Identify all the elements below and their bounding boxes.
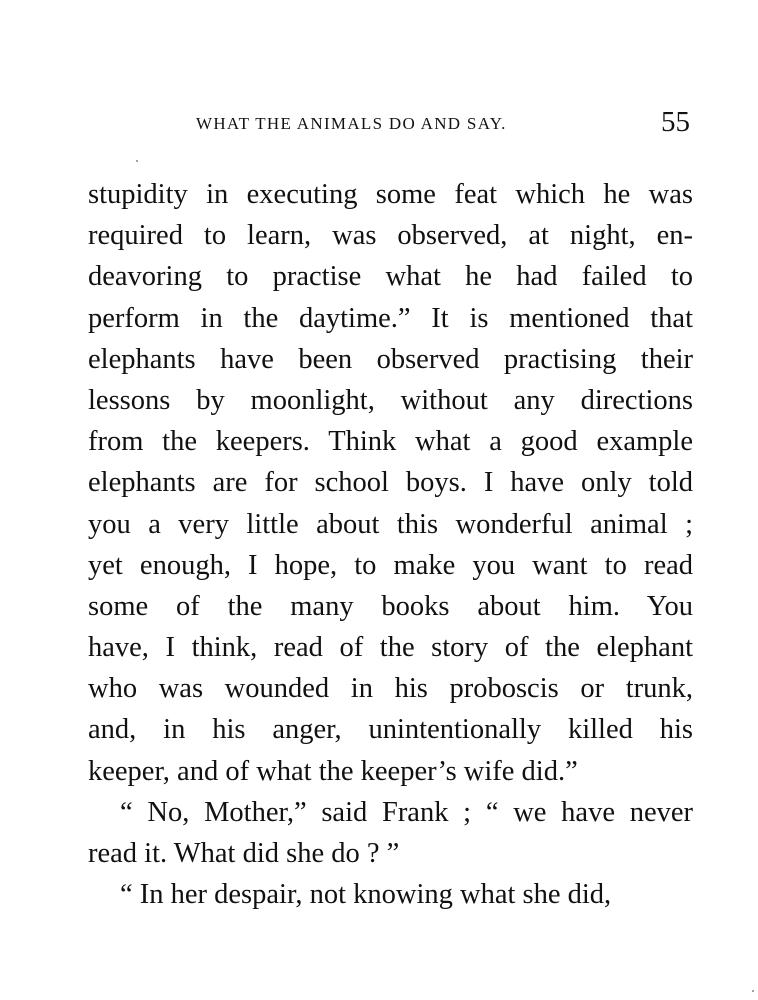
text-line: have, I think, read of the story of the elephant — [88, 632, 693, 664]
text-line: “ In her despair, not knowing what she did, — [120, 879, 612, 911]
text-line: “ No, Mother,” said Frank ; “ we have never — [120, 796, 693, 828]
paper-speck — [136, 160, 138, 162]
page-header — [196, 106, 690, 138]
text-line: keeper, and of what the keeper’s wife did.” — [88, 755, 578, 787]
running-head: WHAT THE ANIMALS DO AND SAY. — [196, 114, 507, 133]
paper-speck — [752, 990, 754, 992]
text-line: elephants have been observed practising their — [88, 343, 693, 375]
page-number: 55 — [661, 106, 690, 138]
text-line: stupidity in executing some feat which he was — [88, 179, 693, 210]
text-line: from the keepers. Think what a good example — [88, 426, 693, 458]
body-text — [88, 174, 693, 915]
text-line: some of the many books about him. You — [88, 590, 693, 622]
text-line: who was wounded in his proboscis or trunk, — [88, 673, 693, 705]
text-line: lessons by moonlight, without any directions — [88, 384, 693, 416]
text-line: deavoring to practise what he had failed to — [88, 261, 693, 293]
text-line: elephants are for school boys. I have only told — [88, 467, 693, 499]
text-line: perform in the daytime.” It is mentioned that — [88, 302, 693, 334]
text-line: required to learn, was observed, at night, en- — [88, 220, 693, 252]
text-line: read it. What did she do ? ” — [88, 838, 400, 869]
text-line: you a very little about this wonderful animal ; — [88, 508, 693, 540]
text-line: and, in his anger, unintentionally killed his — [88, 714, 693, 746]
text-line: yet enough, I hope, to make you want to read — [88, 549, 693, 581]
